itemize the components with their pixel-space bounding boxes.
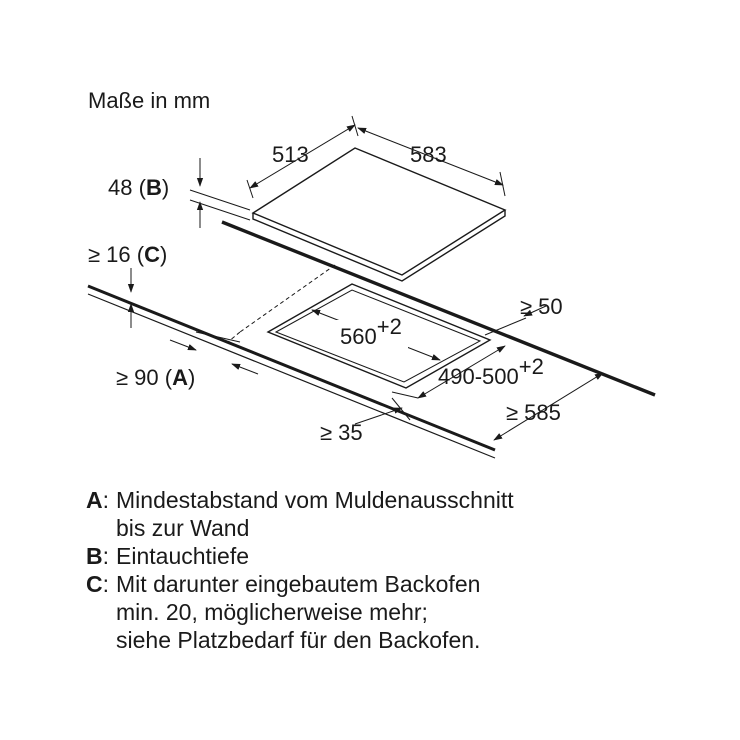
legend-item-b: B : Eintauchtiefe [86, 543, 249, 569]
dim-side-clearance [520, 294, 563, 319]
legend-key: C [86, 571, 103, 597]
legend-item-a: A : Mindestabstand vom Muldenausschnitt bis zur Wand [86, 487, 514, 541]
legend [86, 486, 686, 654]
insertion-depth-key: B [145, 175, 162, 200]
legend-text: Eintauchtiefe [116, 543, 249, 569]
svg-text:≥ 16 (C): ≥ 16 (C) [88, 242, 168, 267]
units-label: Maße in mm [88, 88, 211, 113]
insertion-depth-value: 48 [108, 175, 133, 200]
oven-gap-key: C [144, 242, 161, 267]
dim-insertion-depth [108, 158, 250, 228]
cutout-depth-tolerance: +2 [518, 354, 544, 379]
cutout-width-value: 560 [340, 324, 377, 349]
svg-text:48 (B): 48 (B) [108, 175, 170, 200]
legend-text: Mindestabstand vom Muldenausschnitt bis zur Wand [116, 487, 514, 541]
worktop-depth-label: ≥ 585 [506, 400, 561, 425]
legend-key: A [86, 487, 103, 513]
cooktop [253, 148, 505, 281]
cutout-width-tolerance: +2 [376, 314, 402, 339]
legend-item-c: C : Mit darunter eingebautem Backofen min. 20, möglicherweise mehr; siehe Platzbedarf für den Backofen. [86, 571, 481, 653]
side-clearance-label: ≥ 50 [520, 294, 563, 319]
wall-distance-value: ≥ 90 [116, 365, 159, 390]
cutout-depth-value: 490-500 [438, 364, 519, 389]
oven-gap-value: ≥ 16 [88, 242, 131, 267]
wall-distance-key: A [172, 365, 189, 390]
cooktop-depth-label: 513 [272, 142, 309, 167]
legend-key: B [86, 543, 103, 569]
dim-oven-gap [88, 242, 167, 328]
legend-text: Mit darunter eingebautem Backofen min. 20, möglicherweise mehr; siehe Platzbedarf für den Backofen. [116, 571, 481, 653]
cooktop-width-label: 583 [410, 142, 447, 167]
svg-text:≥ 90 (A): ≥ 90 (A) [116, 365, 196, 390]
front-clearance-label: ≥ 35 [320, 420, 363, 445]
dim-wall-distance [116, 332, 258, 390]
